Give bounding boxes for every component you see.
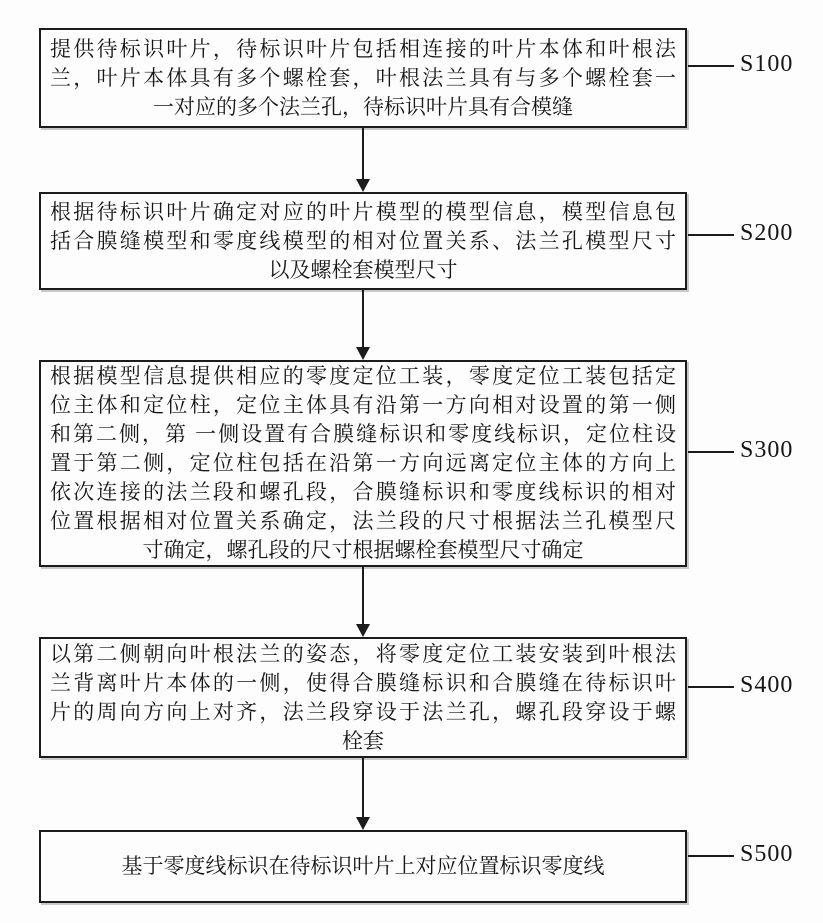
- arrow-shaft: [362, 128, 364, 179]
- arrow-shaft: [362, 758, 364, 817]
- ref-connector-line-s300: [688, 451, 734, 453]
- step-ref-label-s500: S500: [740, 841, 794, 867]
- step-text-line: 依次连接的法兰段和螺孔段，合膜缝标识和零度线标识的相对: [50, 480, 676, 504]
- step-text-line: 栓套: [342, 728, 384, 753]
- ref-connector-line-s400: [688, 686, 734, 688]
- flow-arrow-down: [356, 290, 370, 360]
- step-box-s500: [39, 830, 687, 903]
- step-text-line: 位置根据相对位置关系确定，法兰段的尺寸根据法兰孔模型尺: [50, 509, 676, 533]
- step-box-s200: [39, 192, 687, 290]
- step-text-line: 根据模型信息提供相应的零度定位工装，零度定位工装包括定: [50, 364, 676, 388]
- arrow-head-icon: [356, 624, 370, 637]
- step-text-line: 片的周向方向上对齐，法兰段穿设于法兰孔，螺孔段穿设于螺: [50, 699, 676, 724]
- step-box-s300: [39, 360, 687, 567]
- step-text-line: 提供待标识叶片，待标识叶片包括相连接的叶片本体和叶根法: [50, 36, 676, 61]
- step-text-line: 置于第二侧，定位柱包括在沿第一方向远离定位主体的方向上: [50, 451, 676, 475]
- flow-arrow-down: [356, 128, 370, 192]
- ref-connector-line-s200: [688, 234, 734, 236]
- arrow-shaft: [362, 567, 364, 624]
- flow-arrow-down: [356, 758, 370, 830]
- step-ref-label-s200: S200: [740, 220, 794, 246]
- step-text-line: 以第二侧朝向叶根法兰的姿态，将零度定位工装安装到叶根法: [50, 641, 676, 666]
- step-text-line: 根据待标识叶片确定对应的叶片模型的模型信息，模型信息包: [50, 199, 676, 224]
- step-box-s100: [39, 28, 687, 128]
- step-ref-label-s400: S400: [740, 672, 794, 698]
- step-text-line: 以及螺栓套模型尺寸: [268, 257, 458, 282]
- step-ref-label-s100: S100: [740, 51, 794, 77]
- step-text-line: 寸确定，螺孔段的尺寸根据螺栓套模型尺寸确定: [142, 538, 584, 562]
- step-text-line: 位主体和定位柱，定位主体具有沿第一方向相对设置的第一侧: [50, 393, 676, 417]
- step-text-line: 括合膜缝模型和零度线模型的相对位置关系、法兰孔模型尺寸: [50, 228, 676, 253]
- step-text-line: 和第二侧，第 一侧设置有合膜缝标识和零度线标识，定位柱设: [50, 422, 676, 446]
- ref-connector-line-s500: [688, 855, 734, 857]
- step-text-line: 兰，叶片本体具有多个螺栓套，叶根法兰具有与多个螺栓套一: [50, 65, 676, 90]
- step-ref-label-s300: S300: [740, 437, 794, 463]
- arrow-head-icon: [356, 817, 370, 830]
- step-box-s400: [39, 637, 687, 758]
- arrow-head-icon: [356, 347, 370, 360]
- arrow-head-icon: [356, 179, 370, 192]
- step-text-line: 一对应的多个法兰孔，待标识叶片具有合模缝: [153, 94, 573, 119]
- step-text-line: 兰背离叶片本体的一侧，使得合膜缝标识和合膜缝在待标识叶: [50, 670, 676, 695]
- ref-connector-line-s100: [688, 65, 734, 67]
- arrow-shaft: [362, 290, 364, 347]
- step-text-line: 基于零度线标识在待标识叶片上对应位置标识零度线: [121, 854, 605, 878]
- flow-arrow-down: [356, 567, 370, 637]
